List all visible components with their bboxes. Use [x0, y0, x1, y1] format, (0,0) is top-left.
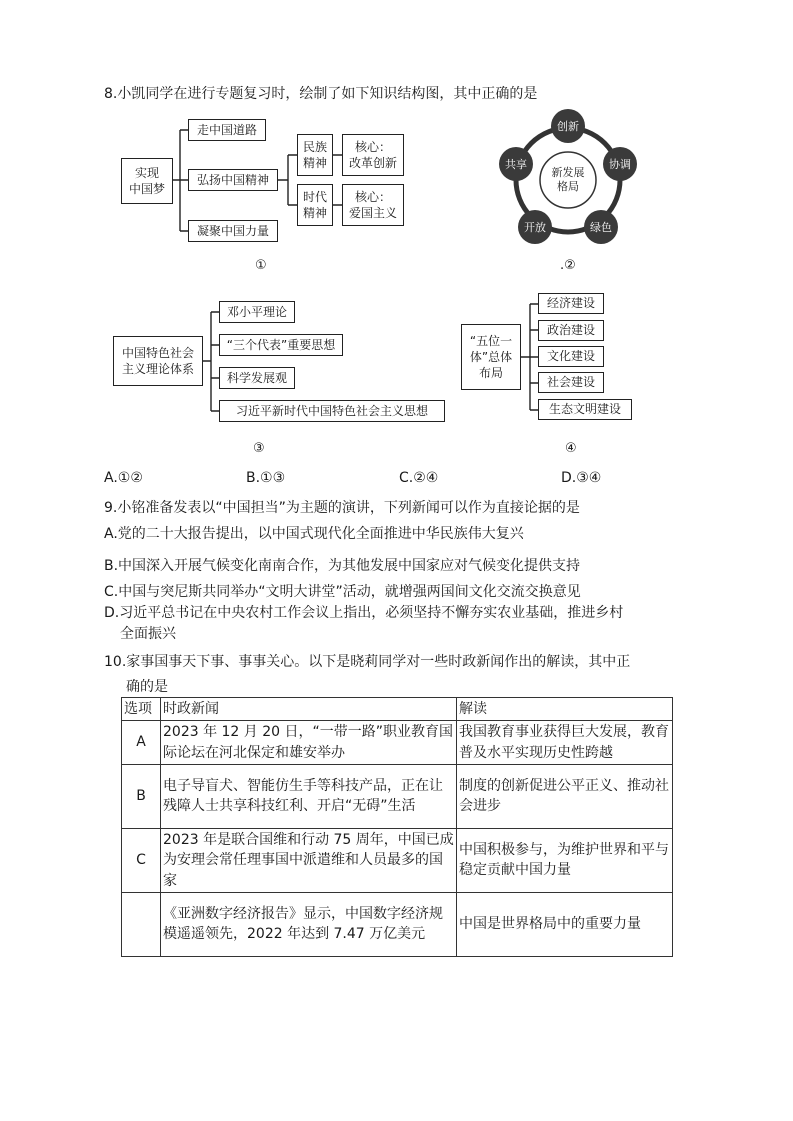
- d3-label: ③: [253, 441, 265, 456]
- d4-item-3: 文化建设: [538, 346, 604, 367]
- q10-stem-cont: 确的是: [126, 679, 168, 695]
- d1-branch-3: 凝聚中国力量: [188, 220, 278, 242]
- row-news: 2023 年是联合国维和行动 75 周年，中国已成为安理会常任理事国中派遣维和人员最多的国家: [161, 828, 457, 892]
- table-row[interactable]: [122, 721, 673, 765]
- q10-stem: 10.家事国事天下事、事事关心。以下是晓莉同学对一些时政新闻作出的解读，其中正: [104, 654, 631, 670]
- d2-label: .②: [560, 258, 576, 273]
- d1-core-1: 核心： 改革创新: [342, 134, 404, 176]
- d2-center: 新发展 格局: [551, 166, 585, 194]
- d1-root: 实现 中国梦: [121, 158, 173, 204]
- table-header-row: [122, 698, 673, 721]
- d2-node-opening: 开放: [518, 210, 552, 244]
- q9-option-b[interactable]: B.中国深入开展气候变化南南合作，为其他发展中国家应对气候变化提供支持: [104, 558, 581, 574]
- d4-item-5: 生态文明建设: [538, 399, 632, 420]
- row-reading: 中国是世界格局中的重要力量: [457, 892, 673, 956]
- d4-item-4: 社会建设: [538, 372, 604, 393]
- d4-root: “五位一 体”总体 布局: [461, 324, 521, 390]
- d2-node-green: 绿色: [584, 210, 618, 244]
- d2-node-innovation: 创新: [551, 109, 585, 143]
- q8-option-c[interactable]: C.②④: [399, 470, 439, 486]
- d1-core-2: 核心： 爱国主义: [342, 184, 404, 226]
- d4-label: ④: [565, 441, 577, 456]
- q8-option-a[interactable]: A.①②: [104, 470, 143, 486]
- diagram-4-connectors: [0, 0, 793, 500]
- d3-root: 中国特色社会 主义理论体系: [113, 336, 203, 386]
- d1-branch-1: 走中国道路: [188, 119, 266, 141]
- d1-label: ①: [255, 258, 267, 273]
- d2-node-sharing: 共享: [499, 147, 533, 181]
- d2-node-coordination: 协调: [603, 147, 637, 181]
- header-reading: 解读: [457, 698, 673, 721]
- q9-option-a[interactable]: A.党的二十大报告提出，以中国式现代化全面推进中华民族伟大复兴: [104, 526, 524, 542]
- d3-item-4: 习近平新时代中国特色社会主义思想: [219, 400, 445, 422]
- row-news: 2023 年 12 月 20 日，“一带一路”职业教育国际论坛在河北保定和雄安举办: [161, 721, 457, 765]
- q9-option-d[interactable]: D.习近平总书记在中央农村工作会议上指出，必须坚持不懈夯实农业基础，推进乡村: [104, 605, 624, 621]
- row-option: C: [122, 828, 161, 892]
- table-row[interactable]: [122, 764, 673, 828]
- d3-item-3: 科学发展观: [219, 367, 295, 389]
- q9-option-c[interactable]: C.中国与突尼斯共同举办“文明大讲堂”活动，就增强两国间文化交流交换意见: [104, 584, 581, 600]
- q10-news-table: [121, 697, 673, 957]
- d1-spirit-1: 民族 精神: [297, 134, 333, 176]
- d3-item-1: 邓小平理论: [219, 301, 295, 323]
- d1-branch-2: 弘扬中国精神: [188, 169, 278, 191]
- row-option: A: [122, 721, 161, 765]
- q8-stem: 8.小凯同学在进行专题复习时，绘制了如下知识结构图，其中正确的是: [104, 86, 538, 102]
- header-news: 时政新闻: [161, 698, 457, 721]
- q8-option-d[interactable]: D.③④: [561, 470, 602, 486]
- q9-stem: 9.小铭准备发表以“中国担当”为主题的演讲，下列新闻可以作为直接论据的是: [104, 500, 580, 516]
- d4-item-2: 政治建设: [538, 320, 604, 341]
- row-option: B: [122, 764, 161, 828]
- d4-item-1: 经济建设: [538, 293, 604, 314]
- row-reading: 我国教育事业获得巨大发展，教育普及水平实现历史性跨越: [457, 721, 673, 765]
- row-option: [122, 892, 161, 956]
- q8-option-b[interactable]: B.①③: [246, 470, 286, 486]
- d1-spirit-2: 时代 精神: [297, 184, 333, 226]
- row-news: 电子导盲犬、智能仿生手等科技产品，正在让残障人士共享科技红利、开启“无碍”生活: [161, 764, 457, 828]
- row-reading: 制度的创新促进公平正义、推动社会进步: [457, 764, 673, 828]
- q9-option-d-cont: 全面振兴: [120, 626, 176, 642]
- table-row[interactable]: [122, 892, 673, 956]
- header-option: 选项: [122, 698, 161, 721]
- row-news: 《亚洲数字经济报告》显示，中国数字经济规模遥遥领先，2022 年达到 7.47 万亿美元: [161, 892, 457, 956]
- row-reading: 中国积极参与，为维护世界和平与稳定贡献中国力量: [457, 828, 673, 892]
- table-row[interactable]: [122, 828, 673, 892]
- d3-item-2: “三个代表”重要思想: [219, 334, 343, 356]
